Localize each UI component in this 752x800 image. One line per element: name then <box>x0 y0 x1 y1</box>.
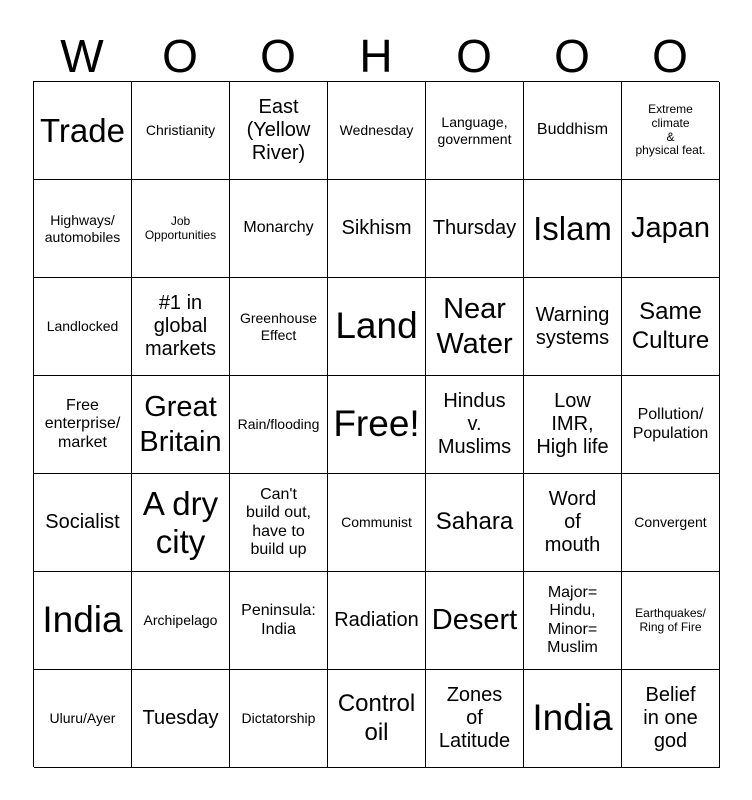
bingo-cell[interactable]: Convergent <box>622 474 720 572</box>
bingo-cell[interactable]: Buddhism <box>524 82 622 180</box>
bingo-cell[interactable]: Belief in one god <box>622 670 720 768</box>
bingo-cell[interactable]: Islam <box>524 180 622 278</box>
header-letter-6: O <box>554 30 590 82</box>
bingo-cell[interactable]: Rain/flooding <box>230 376 328 474</box>
bingo-cell[interactable]: Hindus v. Muslims <box>426 376 524 474</box>
bingo-cell[interactable]: Highways/ automobiles <box>34 180 132 278</box>
header-letter-2: O <box>162 30 198 82</box>
bingo-cell[interactable]: Archipelago <box>132 572 230 670</box>
bingo-cell[interactable]: India <box>524 670 622 768</box>
bingo-cell[interactable]: Tuesday <box>132 670 230 768</box>
bingo-cell[interactable]: Thursday <box>426 180 524 278</box>
bingo-cell[interactable]: Low IMR, High life <box>524 376 622 474</box>
bingo-cell[interactable]: Socialist <box>34 474 132 572</box>
bingo-cell[interactable]: Dictatorship <box>230 670 328 768</box>
bingo-header <box>33 30 719 82</box>
bingo-cell[interactable]: Communist <box>328 474 426 572</box>
bingo-cell[interactable]: Extreme climate & physical feat. <box>622 82 720 180</box>
header-letter-5: O <box>456 30 492 82</box>
bingo-cell[interactable]: Earthquakes/ Ring of Fire <box>622 572 720 670</box>
bingo-cell[interactable]: Job Opportunities <box>132 180 230 278</box>
bingo-cell[interactable]: Sikhism <box>328 180 426 278</box>
bingo-cell[interactable]: Landlocked <box>34 278 132 376</box>
bingo-cell[interactable]: Pollution/ Population <box>622 376 720 474</box>
bingo-cell[interactable]: East (Yellow River) <box>230 82 328 180</box>
bingo-cell[interactable]: Land <box>328 278 426 376</box>
bingo-cell[interactable]: Desert <box>426 572 524 670</box>
bingo-board <box>33 81 719 767</box>
header-letter-4: H <box>359 30 393 82</box>
bingo-cell[interactable]: Free enterprise/ market <box>34 376 132 474</box>
bingo-cell[interactable]: Uluru/Ayer <box>34 670 132 768</box>
bingo-cell[interactable]: Monarchy <box>230 180 328 278</box>
bingo-cell[interactable]: Japan <box>622 180 720 278</box>
bingo-cell[interactable]: Christianity <box>132 82 230 180</box>
bingo-cell[interactable]: #1 in global markets <box>132 278 230 376</box>
bingo-cell[interactable]: Greenhouse Effect <box>230 278 328 376</box>
bingo-cell[interactable]: Radiation <box>328 572 426 670</box>
bingo-cell[interactable]: Can't build out, have to build up <box>230 474 328 572</box>
bingo-cell[interactable]: Word of mouth <box>524 474 622 572</box>
header-letter-1: W <box>60 30 104 82</box>
bingo-cell[interactable]: Sahara <box>426 474 524 572</box>
bingo-cell[interactable]: Near Water <box>426 278 524 376</box>
bingo-cell[interactable]: Same Culture <box>622 278 720 376</box>
bingo-cell[interactable]: Zones of Latitude <box>426 670 524 768</box>
bingo-cell[interactable]: A dry city <box>132 474 230 572</box>
bingo-cell[interactable]: Major= Hindu, Minor= Muslim <box>524 572 622 670</box>
header-letter-7: O <box>652 30 688 82</box>
bingo-cell[interactable]: India <box>34 572 132 670</box>
bingo-cell[interactable]: Trade <box>34 82 132 180</box>
bingo-cell[interactable]: Control oil <box>328 670 426 768</box>
bingo-cell free-space[interactable]: Free! <box>328 376 426 474</box>
bingo-cell[interactable]: Peninsula: India <box>230 572 328 670</box>
bingo-cell[interactable]: Great Britain <box>132 376 230 474</box>
bingo-cell[interactable]: Wednesday <box>328 82 426 180</box>
bingo-cell[interactable]: Language, government <box>426 82 524 180</box>
bingo-cell[interactable]: Warning systems <box>524 278 622 376</box>
header-letter-3: O <box>260 30 296 82</box>
